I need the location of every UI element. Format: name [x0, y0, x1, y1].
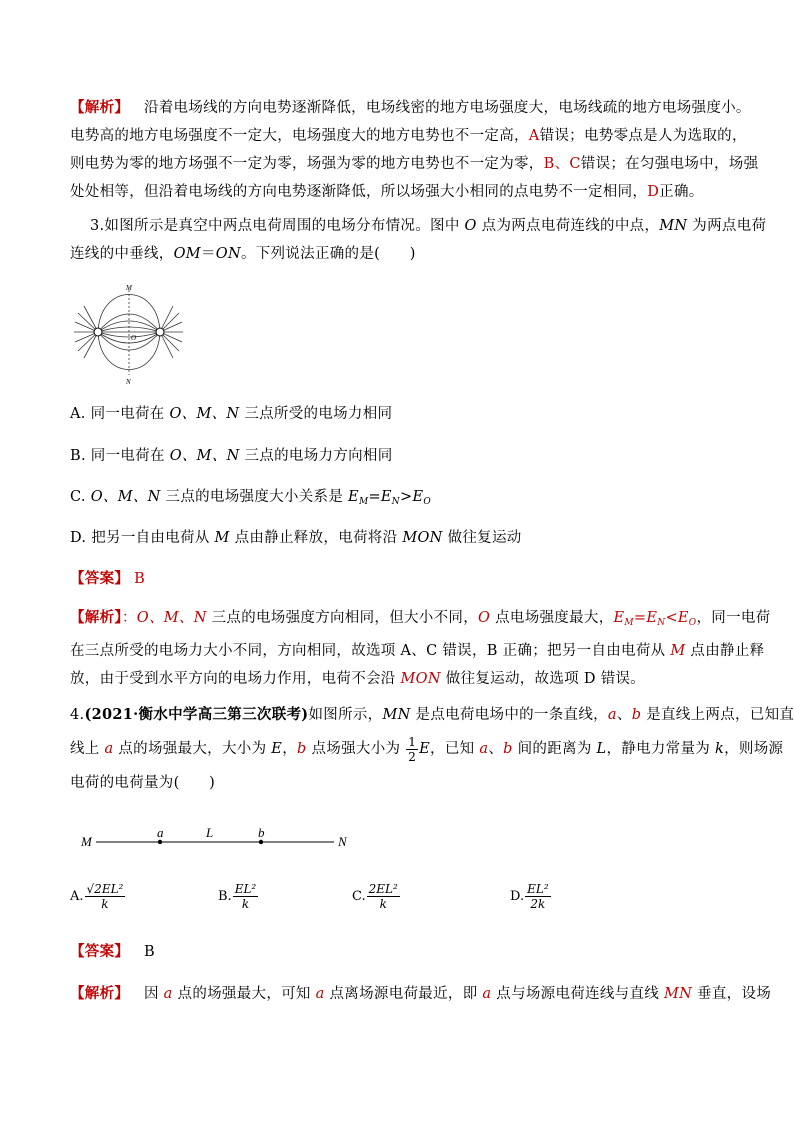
- option-a: A. 同一电荷在 O、M、N 三点所受的电场力相同: [70, 406, 393, 422]
- point-label-n: N: [338, 834, 347, 849]
- electric-field-diagram: [70, 282, 186, 386]
- option-d: D. 把另一自由电荷从 M 点由静止释放，电荷将沿 MON 做往复运动: [70, 530, 522, 546]
- answer-value: B: [143, 944, 155, 960]
- question-4-stem: [70, 698, 794, 800]
- option-c: C. $\frac{\text{2EL²}}{k}$: [352, 882, 398, 911]
- analysis-paragraph-1: [70, 94, 759, 206]
- answer-tag: 【答案】: [70, 570, 130, 587]
- point-label-m: M: [81, 834, 92, 849]
- question-4-options: [70, 882, 730, 922]
- answer-tag: 【答案】: [70, 943, 130, 960]
- option-b: B. 同一电荷在 O、M、N 三点的电场力方向相同: [70, 448, 393, 464]
- option-d: D. $\frac{\text{EL²}}{2k}$: [510, 882, 549, 911]
- question-line: 电荷的电荷量为( ): [70, 775, 216, 791]
- answer-line: [70, 940, 730, 961]
- explanation-line: 【解析】：O、M、N 三点的电场强度方向相同，但大小不同，O 点电场强度最大，$E_M=E_N<E_O$，同一电荷: [70, 609, 771, 628]
- explanation-line: 在三点所受的电场力大小不同，方向相同，故选项 A、C 错误，B 正确；把另一自由电荷从 M 点由静止释: [70, 643, 765, 659]
- question-4-explanation: 【解析】 因 a 点的场强最大，可知 a 点离场源电荷最近，即 a 点与场源电荷连线与直线 MN 垂直，设场: [70, 985, 772, 1002]
- point-label-a: a: [157, 825, 164, 840]
- analysis-tag: 【解析】: [70, 99, 130, 116]
- analysis-line: 则电势为零的地方场强不一定为零，场强为零的地方电势也不一定为零，B、C错误；在匀强电场中，场强: [70, 156, 759, 172]
- point-label-o: O: [131, 334, 137, 342]
- line-mn-diagram: [78, 824, 358, 854]
- question-3-stem: [70, 212, 767, 268]
- question-line: 连线的中垂线，OM＝ON。下列说法正确的是( ): [70, 246, 416, 262]
- analysis-line: 电势高的地方电场强度不一定大，电场强度大的地方电势也不一定高，A错误；电势零点是人为选取的，: [70, 128, 747, 144]
- point-label-b: b: [258, 825, 265, 840]
- answer-line: [70, 567, 730, 588]
- analysis-line: 处处相等，但沿着电场线的方向电势逐渐降低，所以场强大小相同的点电势不一定相同，D正确。: [70, 184, 704, 200]
- answer-value: B: [134, 571, 146, 587]
- explanation-line: 放，由于受到水平方向的电场力作用，电荷不会沿 MON 做往复运动，故选项 D 错误。: [70, 671, 646, 687]
- question-line: 3.如图所示是真空中两点电荷周围的电场分布情况。图中 O 点为两点电荷连线的中点，MN 为两点电荷: [90, 218, 767, 234]
- analysis-line: 【解析】 沿着电场线的方向电势逐渐降低，电场线密的地方电场强度大，电场线疏的地方电场强度小。: [70, 99, 751, 116]
- question-line: 4.(2021·衡水中学高三第三次联考)如图所示，MN 是点电荷电场中的一条直线，a、b 是直线上两点，已知直: [70, 706, 794, 723]
- option-c: C. O、M、N 三点的电场强度大小关系是 $E_M=E_N>E_O$: [70, 489, 432, 507]
- option-b: B. $\frac{\text{EL²}}{k}$: [218, 882, 257, 911]
- option-a: A. $\frac{\text{√2EL²}}{k}$: [70, 882, 124, 911]
- point-label-n: N: [126, 378, 131, 386]
- question-3-explanation: [70, 604, 771, 693]
- question-line: 线上 a 点的场强最大，大小为 E，b 点场强大小为 $\frac{1}{2}$ E，已知 a、b 间的距离为 L，静电力常量为 k，则场源: [70, 734, 784, 764]
- fraction-one-half: $\frac{1}{2}$: [408, 734, 417, 764]
- segment-label-l: L: [206, 825, 214, 840]
- point-label-m: M: [126, 284, 132, 292]
